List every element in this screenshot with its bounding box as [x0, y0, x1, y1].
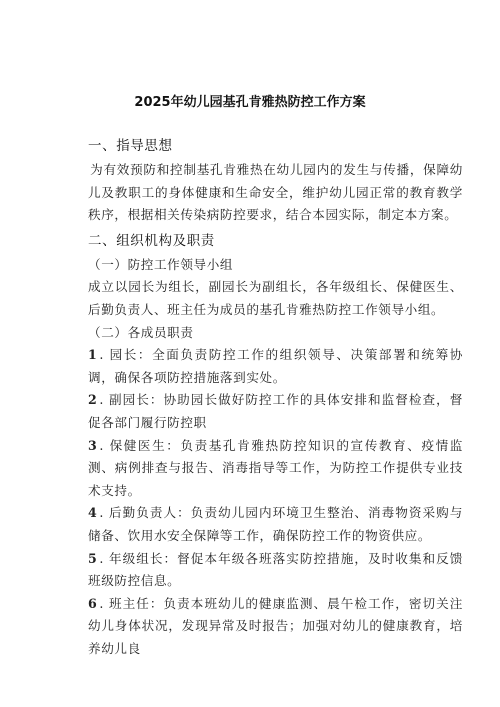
duty-item-number: 6	[88, 595, 98, 611]
duty-item	[88, 502, 463, 547]
duty-item-text: . 园长：全面负责防控工作的组织领导、决策部署和统筹协调，确保各项防控措施落到实处。	[88, 347, 463, 385]
duty-item-number: 2	[88, 392, 98, 408]
subheading-member-duties: （二）各成员职责	[88, 324, 194, 340]
document-title: 2025年幼儿园基孔肯雅热防控工作方案	[134, 95, 366, 110]
duty-item-number: 5	[88, 550, 98, 566]
subheading-leading-group: （一）防控工作领导小组	[88, 256, 234, 272]
duty-item-number: 4	[88, 505, 98, 521]
duty-item-number: 1	[88, 347, 98, 363]
duty-item-text: . 后勤负责人：负责幼儿园内环境卫生整治、消毒物资采购与储备、饮用水安全保障等工作，确保防控工作的物资供应。	[88, 505, 463, 543]
duty-item-number: 3	[88, 437, 98, 453]
duty-item-text: . 班主任：负责本班幼儿的健康监测、晨午检工作，密切关注幼儿身体状况，发现异常及时报告；加强对幼儿的健康教育，培养幼儿良	[88, 595, 463, 656]
paragraph-guiding-ideology	[88, 159, 463, 227]
duty-item-text: . 年级组长：督促本年级各班落实防控措施，及时收集和反馈班级防控信息。	[88, 550, 463, 589]
section-heading-guiding-ideology: 一、指导思想	[88, 138, 173, 154]
duty-item	[88, 435, 463, 503]
paragraph-leading-group: 成立以园长为组长，副园长为副组长，各年级组长、保健医生、后勤负责人、班主任为成员的基孔肯雅热防控工作领导小组。	[88, 279, 463, 317]
paragraph-text: 为有效预防和控制基孔肯雅热在幼儿园内的发生与传播，保障幼儿及教职工的身体健康和生命安全，维护幼儿园正常的教育教学秩序，根据相关传染病防控要求，结合本园实际，制定本方案。	[88, 162, 463, 223]
duty-item-text: . 副园长：协助园长做好防控工作的具体安排和监督检查，督促各部门履行防控职	[88, 392, 463, 430]
duty-item	[88, 593, 463, 661]
document-body	[88, 131, 463, 660]
duty-item	[88, 389, 463, 434]
section-heading-organization: 二、组织机构及职责	[88, 232, 215, 249]
duty-item-text: . 保健医生：负责基孔肯雅热防控知识的宣传教育、疫情监测、病例排查与报告、消毒指导等工作，为防控工作提供专业技术支持。	[88, 437, 463, 498]
duty-item	[88, 548, 463, 593]
duty-item	[88, 344, 463, 389]
